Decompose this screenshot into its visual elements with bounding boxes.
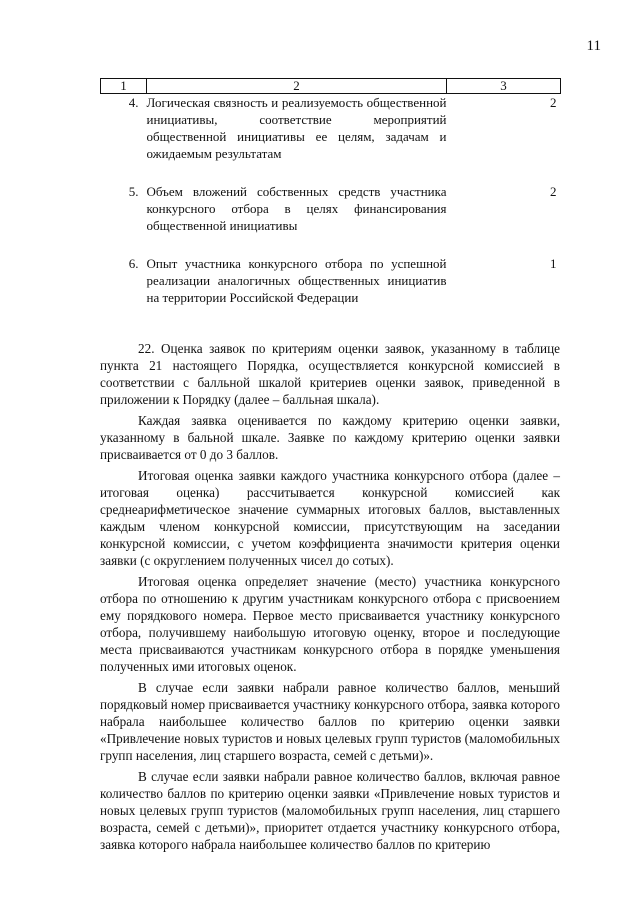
row-number: 6. — [128, 256, 139, 271]
paragraph: В случае если заявки набрали равное количество баллов, включая равное количество баллов по критерию оценки заявки «Привлечение новых туристов и новых целевых групп туристов (маломобильных групп населения, лиц старшего возраста, семей с детьми)», приоритет отдается участнику конкурсного отбора, заявка которого набрала наибольшее количество баллов по критерию — [100, 769, 560, 852]
header-col-1: 1 — [101, 79, 147, 94]
table-row — [101, 183, 561, 255]
paragraph: 22. Оценка заявок по критериям оценки заявок, указанному в таблице пункта 21 настоящего Порядка, осуществляется конкурсной комиссией в соответствии с балльной шкалой критериев оценки заявок, приведенной в приложении к Порядку (далее – балльная шкала). — [100, 341, 560, 407]
row-score: 1 — [550, 256, 557, 271]
criteria-table — [100, 78, 561, 306]
row-criterion: Опыт участника конкурсного отбора по успешной реализации аналогичных общественных инициатив на территории Российской Федерации — [146, 256, 447, 305]
paragraph: В случае если заявки набрали равное количество баллов, меньший порядковый номер присваивается участнику конкурсного отбора, заявка которого набрала наибольшее количество баллов по критерию оценки заявки «Привлечение новых туристов и новых целевых групп туристов (маломобильных групп населения, лиц старшего возраста, семей с детьми)». — [100, 680, 560, 763]
row-score: 2 — [550, 184, 557, 199]
paragraph: Итоговая оценка заявки каждого участника конкурсного отбора (далее – итоговая оценка) рассчитывается конкурсной комиссией как среднеарифметическое значение суммарных итоговых баллов, выставленных каждым членом конкурсной комиссии, присутствующим на заседании конкурсной комиссии, с учетом коэффициента значимости критерия оценки заявки (с округлением полученных чисел до сотых). — [100, 468, 560, 568]
table-header-row — [101, 79, 561, 94]
paragraph: Каждая заявка оценивается по каждому критерию оценки заявки, указанному в бальной шкале. Заявке по каждому критерию оценки заявки присваивается от 0 до 3 баллов. — [100, 413, 560, 462]
header-col-2: 2 — [147, 79, 447, 94]
row-number: 5. — [128, 184, 139, 199]
table-row — [101, 94, 561, 184]
paragraph: Итоговая оценка определяет значение (место) участника конкурсного отбора по отношению к другим участникам конкурсного отбора с присвоением ему порядкового номера. Первое место присваивается участнику конкурсного отбора, получившему наибольшую итоговую оценку, второе и последующие места присваиваются участникам конкурсного отбора в порядке уменьшения полученных ими итоговых оценок. — [100, 574, 560, 674]
body-text — [100, 340, 560, 857]
page-number: 11 — [586, 38, 601, 54]
row-criterion: Объем вложений собственных средств участника конкурсного отбора в целях финансирования общественной инициативы — [146, 184, 447, 233]
row-criterion: Логическая связность и реализуемость общественной инициативы, соответствие мероприятий общественной инициативы ее целям, задачам и ожидаемым результатам — [146, 95, 447, 161]
row-score: 2 — [550, 95, 557, 110]
header-col-3: 3 — [447, 79, 561, 94]
table-row — [101, 255, 561, 306]
row-number: 4. — [128, 95, 139, 110]
